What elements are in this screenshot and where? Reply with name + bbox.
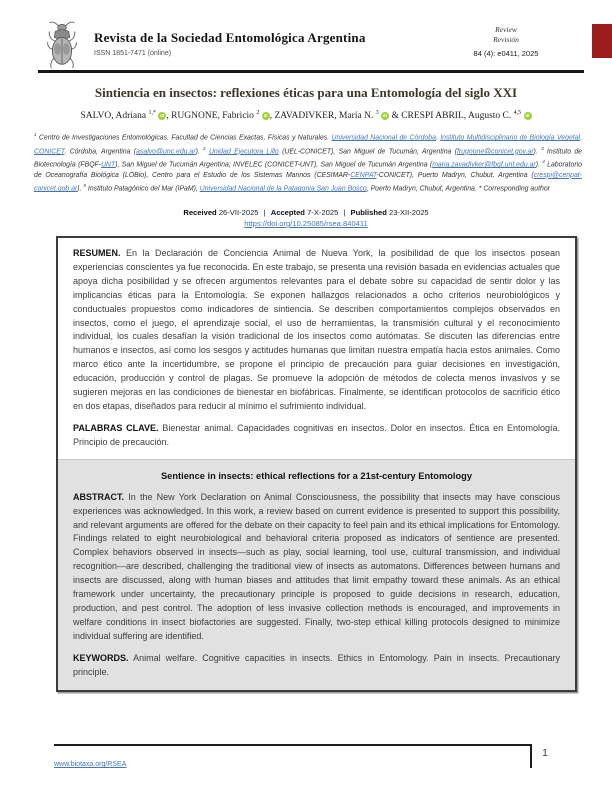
affiliation-link[interactable]: UNT [101,161,116,169]
resumen-paragraph [73,247,560,414]
affiliation-number: 1 [34,132,37,137]
dates-separator: | [343,208,346,217]
affiliation-number: 3 [541,145,544,151]
affiliation-link[interactable]: crespi@cenpat-conicet.gob.ar [34,171,582,193]
affiliation-text: ). [77,185,84,193]
author-name: CRESPI ABRIL, Augusto C. $^{4,5}$ iD [401,110,530,122]
affiliation-text: -CONICET), Puerto Madryn, Chubut, Argentina ( [376,171,534,179]
affiliation-text: Instituto de Biotecnología (FBQF- [34,147,583,169]
affiliation-text: . Córdoba, Argentina ( [64,147,137,155]
affiliation-text: ). [535,161,543,169]
affiliation-link[interactable]: CONICET [34,147,65,155]
abstract-text: In the New York Declaration on Animal Consciousness, the possibility that insects may have conscious experiences was acknowledged. In this work, a review based on current evidence is presented to support this possibility, and relevant arguments are offered for the debate on their capacity to feel pain and its ethical implications for Entomology. Findings related to eight neurobiological and behavioral criteria proposed as indicators of sentience are presented. Complex behaviors observed in insects—such as play, social learning, tool use, cultural transmission, and individual recognition—are described, challenging the traditional view of insects as automatons. Differences between humans and insects are discussed, along with human biases and attitudes that limit empathy toward these animals. As an ethical framework under uncertainty, the precautionary principle is proposed to guide decisions in research, education, production, and pest control. The adoption of less invasive collection methods is encouraged, and improvements in welfare conditions in insect biofactories are suggested. Finally, two-step ethical killing protocols designed to minimize individual suffering are identified. [73,491,560,641]
keywords-label: KEYWORDS. [73,652,129,663]
affiliation-text: ). [533,147,542,155]
affiliation-text: Centro de Investigaciones Entomológicas. Facultad de Ciencias Exactas, Físicas y Naturales. [36,134,332,142]
journal-website-link[interactable]: www.biotaxa.org/RSEA [54,761,127,768]
footer-rule [54,744,530,771]
palabras-clave-label: PALABRAS CLAVE. [73,422,159,433]
journal-block [94,30,366,57]
article-type-color-tab [592,24,612,58]
affiliation-text: ), San Miguel de Tucumán Argentina; INVELEC (CONICET-UNT), San Miguel de Tucumán Argentina ( [115,161,433,169]
affiliation-text: , Puerto Madryn, Chubut, Argentina. * Corresponding author [366,185,550,193]
orcid-icon[interactable]: iD [160,113,165,119]
abstract-label: ABSTRACT. [73,491,124,502]
author-affiliation-ref: 4,5 [513,110,522,116]
article-type-en: Review [495,25,517,34]
affiliation-number: 2 [203,145,206,151]
page-footer [54,744,558,771]
affiliation-link[interactable]: CENPAT [350,171,377,179]
author-name: RUGNONE, Fabricio $^2$ iD [171,110,268,122]
orcid-icon[interactable]: iD [383,113,388,119]
affiliation-text: ). [195,147,204,155]
abstract-paragraph [73,491,560,644]
spanish-abstract-section [58,238,575,459]
article-title-en: Sentience in insects: ethical reflections for a 21st-century Entomology [160,470,472,481]
keywords-text: Animal welfare. Cognitive capacities in insects. Ethics in Entomology. Pain in insects. Precautionary principle. [73,652,560,677]
article-type-es: Revisión [493,34,519,44]
affiliation-link[interactable]: frugnone@conicet.gov.ar [456,147,534,155]
journal-issn: ISSN 1851-7471 (online) [94,50,172,57]
resumen-text: En la Declaración de Conciencia Animal de Nueva York, la posibilidad de que los insectos posean experiencias conscientes ya fue reconocida. En este trabajo, se presenta una revisión basada en evidencias actuales que apoya dicha posibilidad y se ofrecen argumentos relevantes para el debate sobre su capacidad de sentir dolor y las implicancias éticas para la Entomología. Se exponen hallazgos relacionados a ocho criterios neurobiológicos y conductuales propuestos como indicadores de sintiencia. Se describen comportamientos complejos observados en insectos, como el juego, el aprendizaje social, el uso de herramientas, la transmisión cultural y el reconocimiento individual, los cuales desafían la visión tradicional de los insectos como autómatas. Se discuten las diferencias entre humanos e insectos, así como los sesgos y actitudes humanas que limitan nuestra empatía hacia estos animales. Como marco ético ante la incertidumbre, se propone el principio de precaución para guiar decisiones en investigación, educación, producción y control de plagas. Se promueve la adopción de métodos de colecta menos invasivos y se sugieren mejoras en las condiciones de bienestar en biofábricas. Finalmente, se identifican protocolos de sacrificio ético en dos etapas, diseñados para reducir al mínimo el sufrimiento individual. [73,248,560,411]
orcid-icon[interactable]: iD [525,113,530,119]
author-affiliation-ref: 3 [375,110,379,116]
accepted-date: 7-X-2025 [307,208,339,217]
affiliation-link[interactable]: asalvo@unc.edu.ar [136,147,196,155]
affiliation-text: . [435,134,441,142]
article-title: Sintiencia en insectos: reflexiones éticas para una Entomología del siglo XXI [94,85,518,100]
article-type-block [452,25,560,58]
accepted-label: Accepted [270,208,305,217]
journal-name: Revista de la Sociedad Entomológica Argentina [94,30,366,45]
affiliation-number: 4 [542,159,545,165]
issue-info: 84 (4): e0411, 2025 [473,49,539,58]
affiliation-text: (UEL-CONICET), San Miguel de Tucumán, Argentina ( [278,147,457,155]
doi-link[interactable]: https://doi.org/10.25085/rsea.840411 [244,219,368,228]
keywords-paragraph [73,652,560,680]
affiliation-link[interactable]: Universidad Nacional de Córdoba [331,134,436,142]
orcid-icon[interactable]: iD [263,113,268,119]
authors-line: SALVO, Adriana $^{1,*}$ iD , RUGNONE, Fabricio $^2$ iD , ZAVADIVKER, María N. $^3$ iD & CRESPI ABRIL, Augusto C. $^{4,5}$ iD [80,110,530,122]
affiliation-text: Instituto Patagónico del Mar (IPaM), [85,185,200,193]
affiliation-link[interactable]: Instituto Multidisciplinario de Biología Vegetal [440,134,581,142]
abstract-box [56,236,577,692]
article-dates [26,208,586,217]
palabras-clave-paragraph [73,422,560,450]
english-abstract-section [58,459,575,691]
header-divider [38,70,584,73]
received-label: Received [183,208,217,217]
author-affiliation-ref: 2 [256,110,260,116]
published-label: Published [350,208,387,217]
affiliation-text: . [580,134,582,142]
doi-line [26,219,586,228]
affiliation-text: Laboratorio de Oceanografía Biológica (LOBio), Centro para el Estudio de los Sistemas Marinos (CESIMAR- [34,161,583,179]
affiliations [34,130,582,195]
dates-separator: | [263,208,266,217]
published-date: 23-XII-2025 [388,208,429,217]
author-name: ZAVADIVKER, María N. $^3$ iD [274,110,388,122]
affiliation-number: 5 [83,183,86,189]
page-number: 1 [530,744,558,768]
journal-logo-beetle-icon [45,20,79,72]
author-name: SALVO, Adriana $^{1,*}$ iD [80,110,165,122]
author-affiliation-ref: 1,* [148,110,156,116]
palabras-clave-text: Bienestar animal. Capacidades cognitivas en insectos. Dolor en insectos. Ética en Entomología. Principio de precaución. [73,422,560,447]
affiliation-link[interactable]: Unidad Ejecutora Lillo [208,147,279,155]
resumen-label: RESUMEN. [73,248,121,258]
affiliation-link[interactable]: maria.zavadivker@fbqf.unt.edu.ar [432,161,536,169]
received-date: 26-VII-2025 [218,208,259,217]
affiliation-link[interactable]: Universidad Nacional de la Patagonia San Juan Bosco [199,185,367,193]
